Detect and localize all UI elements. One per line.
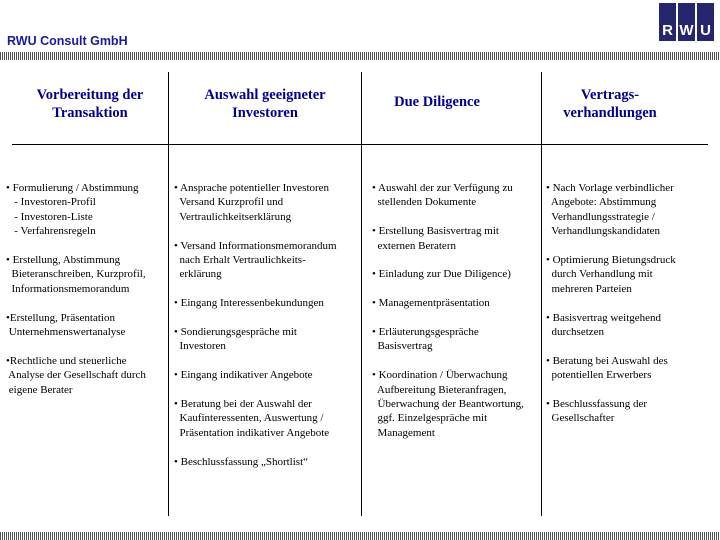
title-line: Investoren [232, 105, 298, 121]
bullet-line: • Beratung bei der Auswahl der [174, 398, 312, 411]
column-body-vertragsverhandlungen [546, 181, 716, 440]
column-body-auswahl [174, 181, 359, 483]
bullet-item [546, 253, 716, 296]
column-title-due-diligence [362, 93, 512, 111]
bullet-item [174, 181, 359, 224]
column-title-auswahl [169, 86, 361, 122]
bullet-item [372, 224, 539, 253]
bullet-item [174, 239, 359, 282]
bullet-item [6, 354, 166, 397]
logo-letter-w: W [678, 3, 695, 41]
bullet-line: • Optimierung Bietungsdruck [546, 254, 676, 267]
bullet-line: Präsentation indikativer Angebote [174, 426, 330, 439]
column-body-vorbereitung [6, 181, 166, 411]
bullet-line: Verhandlungskandidaten [546, 225, 661, 238]
title-line: Vertrags- [580, 87, 640, 103]
column-divider-1 [168, 72, 169, 516]
bullet-line: • Ansprache potentieller Investoren [174, 182, 330, 194]
company-name: RWU Consult GmbH [7, 34, 128, 48]
bullet-line: • Auswahl der zur Verfügung zu [372, 182, 513, 194]
bullet-line: Überwachung der Beantwortung, [372, 398, 524, 411]
bullet-line: • Beschlussfassung der [546, 398, 648, 411]
bullet-line: • Einladung zur Due Diligence) [372, 268, 511, 281]
bullet-line: • Sondierungsgespräche mit [174, 326, 297, 339]
bullet-line: durchsetzen [546, 326, 605, 339]
title-line: Auswahl geeigneter [204, 87, 326, 103]
bullet-item [174, 325, 359, 354]
bullet-item [6, 253, 166, 296]
bullet-line: Management [372, 426, 435, 439]
header-separator-line [12, 144, 708, 145]
bullet-line: Informationsmemorandum [6, 282, 130, 295]
logo-letter-u: U [697, 3, 714, 41]
bullet-item [6, 311, 166, 340]
bullet-line: Vertraulichkeitserklärung [174, 210, 292, 223]
title-line: Transaktion [52, 105, 128, 121]
bullet-line: eigene Berater [6, 383, 73, 396]
bullet-line: stellenden Dokumente [372, 196, 477, 209]
bullet-line: Investoren [174, 340, 226, 353]
bullet-item [546, 354, 716, 383]
bullet-line: • Managementpräsentation [372, 297, 490, 310]
bullet-item [372, 325, 539, 354]
bullet-item [546, 181, 716, 239]
column-body-due-diligence [372, 181, 539, 455]
bullet-line: Verhandlungsstrategie / [546, 210, 655, 223]
bullet-line: Aufbereitung Bieteranfragen, [372, 383, 507, 396]
bullet-line: Versand Kurzprofil und [174, 196, 284, 209]
bullet-line: - Investoren-Profil [6, 196, 96, 209]
bullet-line: - Investoren-Liste [6, 210, 93, 223]
bullet-line: ggf. Einzelgespräche mit [372, 412, 488, 425]
bullet-line: erklärung [174, 268, 222, 281]
bullet-item [174, 296, 359, 310]
bullet-line: Basisvertrag [372, 340, 433, 353]
bullet-item [174, 368, 359, 382]
bullet-line: • Erstellung, Abstimmung [6, 254, 121, 267]
title-line: verhandlungen [563, 105, 657, 121]
bullet-item [372, 181, 539, 210]
bullet-line: • Erstellung Basisvertrag mit [372, 225, 499, 238]
bullet-item [372, 296, 539, 310]
column-divider-2 [361, 72, 362, 516]
bullet-item [174, 397, 359, 440]
bullet-line: • Koordination / Überwachung [372, 369, 508, 382]
bullet-line: • Formulierung / Abstimmung [6, 182, 139, 194]
bullet-line: Unternehmenswertanalyse [6, 326, 126, 339]
bullet-item [546, 397, 716, 426]
column-title-vertragsverhandlungen [542, 86, 678, 122]
bullet-line: mehreren Parteien [546, 282, 632, 295]
bullet-item [174, 455, 359, 469]
bullet-item [6, 181, 166, 239]
bullet-item [372, 267, 539, 281]
bullet-line: • Eingang Interessenbekundungen [174, 297, 324, 310]
bullet-line: •Rechtliche und steuerliche [6, 354, 127, 367]
bullet-line: externen Beratern [372, 239, 456, 252]
bullet-line: • Beratung bei Auswahl des [546, 354, 668, 367]
column-title-vorbereitung [12, 86, 168, 122]
rwu-logo [659, 3, 715, 41]
top-hatched-divider [0, 52, 720, 60]
bullet-line: nach Erhalt Vertraulichkeits- [174, 254, 306, 267]
bottom-hatched-divider [0, 532, 720, 540]
bullet-line: • Versand Informationsmemorandum [174, 239, 337, 252]
bullet-line: •Erstellung, Präsentation [6, 311, 115, 324]
bullet-line: Analyse der Gesellschaft durch [6, 369, 146, 382]
title-line: Due Diligence [394, 94, 480, 110]
bullet-line: potentiellen Erwerbers [546, 369, 652, 382]
bullet-line: Angebote: Abstimmung [546, 196, 657, 209]
bullet-item [546, 311, 716, 340]
bullet-line: • Nach Vorlage verbindlicher [546, 182, 674, 194]
bullet-line: • Beschlussfassung „Shortlist“ [174, 455, 309, 468]
bullet-line: Kaufinteressenten, Auswertung / [174, 412, 324, 425]
bullet-line: • Eingang indikativer Angebote [174, 369, 313, 382]
bullet-line: • Erläuterungsgespräche [372, 326, 479, 338]
bullet-line: Gesellschafter [546, 412, 615, 425]
bullet-line: Bieteranschreiben, Kurzprofil, [6, 268, 146, 281]
bullet-line: durch Verhandlung mit [546, 268, 653, 281]
bullet-line: - Verfahrensregeln [6, 225, 96, 238]
logo-letter-r: R [659, 3, 676, 41]
column-divider-3 [541, 72, 542, 516]
title-line: Vorbereitung der [36, 87, 144, 103]
bullet-item [372, 368, 539, 440]
bullet-line: • Basisvertrag weitgehend [546, 311, 662, 324]
